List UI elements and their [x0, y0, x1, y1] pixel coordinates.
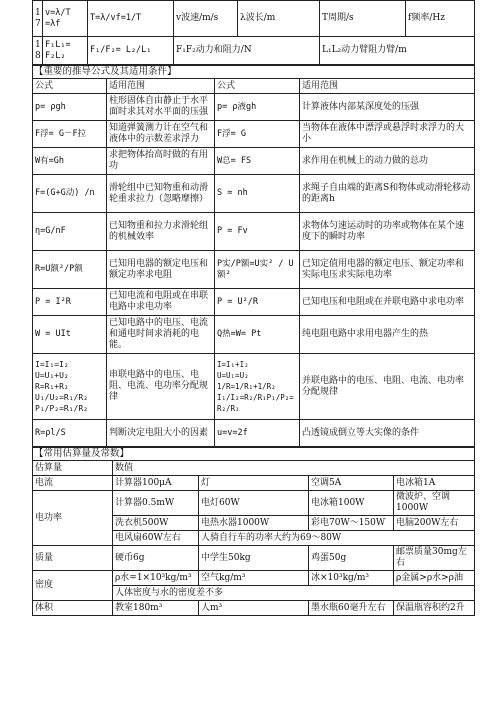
formula-cell: v=λ/T =λf — [43, 1, 88, 37]
value-cell: ρ水=1×10³kg/m³ — [113, 571, 199, 586]
value-cell: 彩电70W～150W — [309, 516, 394, 531]
table-row — [33, 601, 475, 616]
formula-cell: P = Fv — [215, 213, 300, 251]
value-cell: 人骑自行车的功率大约为69～80W — [199, 531, 475, 546]
table-row — [33, 213, 475, 251]
value-cell: 教室180m³ — [113, 601, 199, 616]
value-cell: 电风扇60W左右 — [113, 531, 199, 546]
table-header-row — [33, 79, 475, 94]
estimates-table — [32, 447, 475, 616]
condition-cell: 凸透镜成倒立等大实像的条件 — [300, 420, 475, 447]
quantity-label: 电流 — [33, 476, 113, 491]
column-header: 适用范围 — [300, 79, 475, 94]
formula-cell: F₁/F₂= L₂/L₁ — [88, 37, 174, 65]
value-cell: 人m³ — [199, 601, 309, 616]
formula-cell: P实/P额=U实² / U额² — [215, 251, 300, 289]
formula-cell: I=I₁+I₂ U=U₁=U₂ 1/R=1/R₁+1/R₂ I₁/I₂=R₂/R₁P₁/P₂=R₂/R₁ — [215, 354, 300, 420]
value-cell: 邮票质量30mg左右 — [394, 546, 475, 571]
page — [32, 0, 474, 616]
table-row — [33, 571, 475, 586]
condition-cell: 已知定值用电器的额定电压、额定功率和实际电压求实际电功率 — [300, 251, 475, 289]
formula-cell: W有=Gh — [33, 148, 107, 175]
value-cell: 鸡蛋50g — [309, 546, 394, 571]
table-row — [33, 251, 475, 289]
table-row — [33, 1, 475, 37]
quantity-label: 体积 — [33, 601, 113, 616]
value-cell: 空调5A — [309, 476, 394, 491]
formula-cell: T=λ/vf=1/T — [88, 1, 174, 37]
value-cell: 电灯60W — [199, 491, 309, 516]
formula-cell: R=ρl/S — [33, 420, 107, 447]
condition-cell: 已知电流和电阻或在串联电路中求电功率 — [107, 289, 215, 316]
value-cell: 电脑200W左右 — [394, 516, 475, 531]
quantity-label: 密度 — [33, 571, 113, 601]
condition-cell: 已知物重和拉力求滑轮组的机械效率 — [107, 213, 215, 251]
variable-cell: λ波长/m — [238, 1, 320, 37]
derived-formulas-table — [32, 65, 475, 447]
condition-cell: 当物体在液体中漂浮或悬浮时求浮力的大小 — [300, 121, 475, 148]
table-row — [33, 175, 475, 213]
row-number: 18 — [33, 37, 43, 65]
condition-cell: 知道弹簧测力计在空气和液体中的示数差求浮力 — [107, 121, 215, 148]
formula-cell: u=v=2f — [215, 420, 300, 447]
table-row — [33, 420, 475, 447]
quantity-label: 电功率 — [33, 491, 113, 546]
variable-cell: L₁L₂动力臂阻力臂/m — [320, 37, 475, 65]
variable-cell: v波速/m/s — [174, 1, 238, 37]
column-header: 估算量 — [33, 461, 113, 476]
value-cell: 电冰箱100W — [309, 491, 394, 516]
table-row — [33, 546, 475, 571]
formula-table-top — [32, 0, 475, 65]
variable-cell: T周期/s — [320, 1, 406, 37]
column-header: 公式 — [215, 79, 300, 94]
table-row — [33, 354, 475, 420]
formula-cell: F=(G+G动) /n — [33, 175, 107, 213]
row-number: 17 — [33, 1, 43, 37]
condition-cell: 判断决定电阻大小的因素 — [107, 420, 215, 447]
value-cell: ρ金属>ρ水>ρ油 — [394, 571, 475, 586]
table-row — [33, 148, 475, 175]
value-cell: 冰×10³kg/m³ — [309, 571, 394, 586]
column-header: 适用范围 — [107, 79, 215, 94]
value-cell: 保温瓶容积约2升 — [394, 601, 475, 616]
condition-cell: 求绳子自由端的距离S和物体或动滑轮移动的距离h — [300, 175, 475, 213]
condition-cell: 已知电压和电阻或在并联电路中求电功率 — [300, 289, 475, 316]
table-row — [33, 476, 475, 491]
variable-cell: F₁F₂动力和阻力/N — [174, 37, 320, 65]
formula-cell: P = I²R — [33, 289, 107, 316]
condition-cell: 计算液体内部某深度处的压强 — [300, 94, 475, 121]
formula-cell: F₁L₁= F₂L₂ — [43, 37, 88, 65]
table-row — [33, 289, 475, 316]
column-header: 公式 — [33, 79, 107, 94]
value-cell: 微波炉、空调1000W — [394, 491, 475, 516]
value-cell: 计算器100μA — [113, 476, 199, 491]
formula-cell: p= ρ液gh — [215, 94, 300, 121]
section-title: 【常用估算量及常数】 — [33, 448, 475, 461]
formula-cell: I=I₁=I₂ U=U₁+U₂ R=R₁+R₂ U₁/U₂=R₁/R₂ P₁/P₂=R₁/R₂ — [33, 354, 107, 420]
formula-cell: p= ρgh — [33, 94, 107, 121]
table-header-row — [33, 461, 475, 476]
formula-cell: Q热=W= Pt — [215, 316, 300, 354]
value-cell: 人体密度与水的密度差不多 — [113, 586, 475, 601]
value-cell: 电冰箱1A — [394, 476, 475, 491]
column-header: 数值 — [113, 461, 475, 476]
formula-cell: η=G/nF — [33, 213, 107, 251]
table-row — [33, 491, 475, 516]
condition-cell: 柱形固体自由静止于水平面时求其对水平面的压强 — [107, 94, 215, 121]
condition-cell: 并联电路中的电压、电阻、电流、电功率分配规律 — [300, 354, 475, 420]
value-cell: 空气kg/m³ — [199, 571, 309, 586]
table-row — [33, 121, 475, 148]
condition-cell: 求把物体抬高时做的有用功 — [107, 148, 215, 175]
formula-cell: S = nh — [215, 175, 300, 213]
formula-cell: F浮= G — [215, 121, 300, 148]
value-cell: 硬币6g — [113, 546, 199, 571]
formula-cell: W = UIt — [33, 316, 107, 354]
condition-cell: 串联电路中的电压、电阻、电流、电功率分配规律 — [107, 354, 215, 420]
formula-cell: F浮= G－F拉 — [33, 121, 107, 148]
value-cell: 中学生50kg — [199, 546, 309, 571]
variable-cell: f频率/Hz — [406, 1, 475, 37]
table-row — [33, 37, 475, 65]
condition-cell: 已知用电器的额定电压和额定功率求电阻 — [107, 251, 215, 289]
condition-cell: 滑轮组中已知物重和动滑轮重求拉力（忽略摩擦） — [107, 175, 215, 213]
table-row — [33, 94, 475, 121]
condition-cell: 纯电阻电路中求用电器产生的热 — [300, 316, 475, 354]
value-cell: 计算器0.5mW — [113, 491, 199, 516]
table-row — [33, 316, 475, 354]
condition-cell: 求物体匀速运动时的功率或物体在某个速度下的瞬时功率 — [300, 213, 475, 251]
value-cell: 洗衣机500W — [113, 516, 199, 531]
value-cell: 灯 — [199, 476, 309, 491]
value-cell: 电热水器1000W — [199, 516, 309, 531]
value-cell: 墨水瓶60毫升左右 — [309, 601, 394, 616]
condition-cell: 已知电路中的电压、电流和通电时间求消耗的电能。 — [107, 316, 215, 354]
formula-cell: W总= FS — [215, 148, 300, 175]
formula-cell: P = U²/R — [215, 289, 300, 316]
formula-cell: R=U额²/P额 — [33, 251, 107, 289]
section-title: 【重要的推导公式及其适用条件】 — [33, 66, 475, 79]
condition-cell: 求作用在机械上的动力做的总功 — [300, 148, 475, 175]
quantity-label: 质量 — [33, 546, 113, 571]
